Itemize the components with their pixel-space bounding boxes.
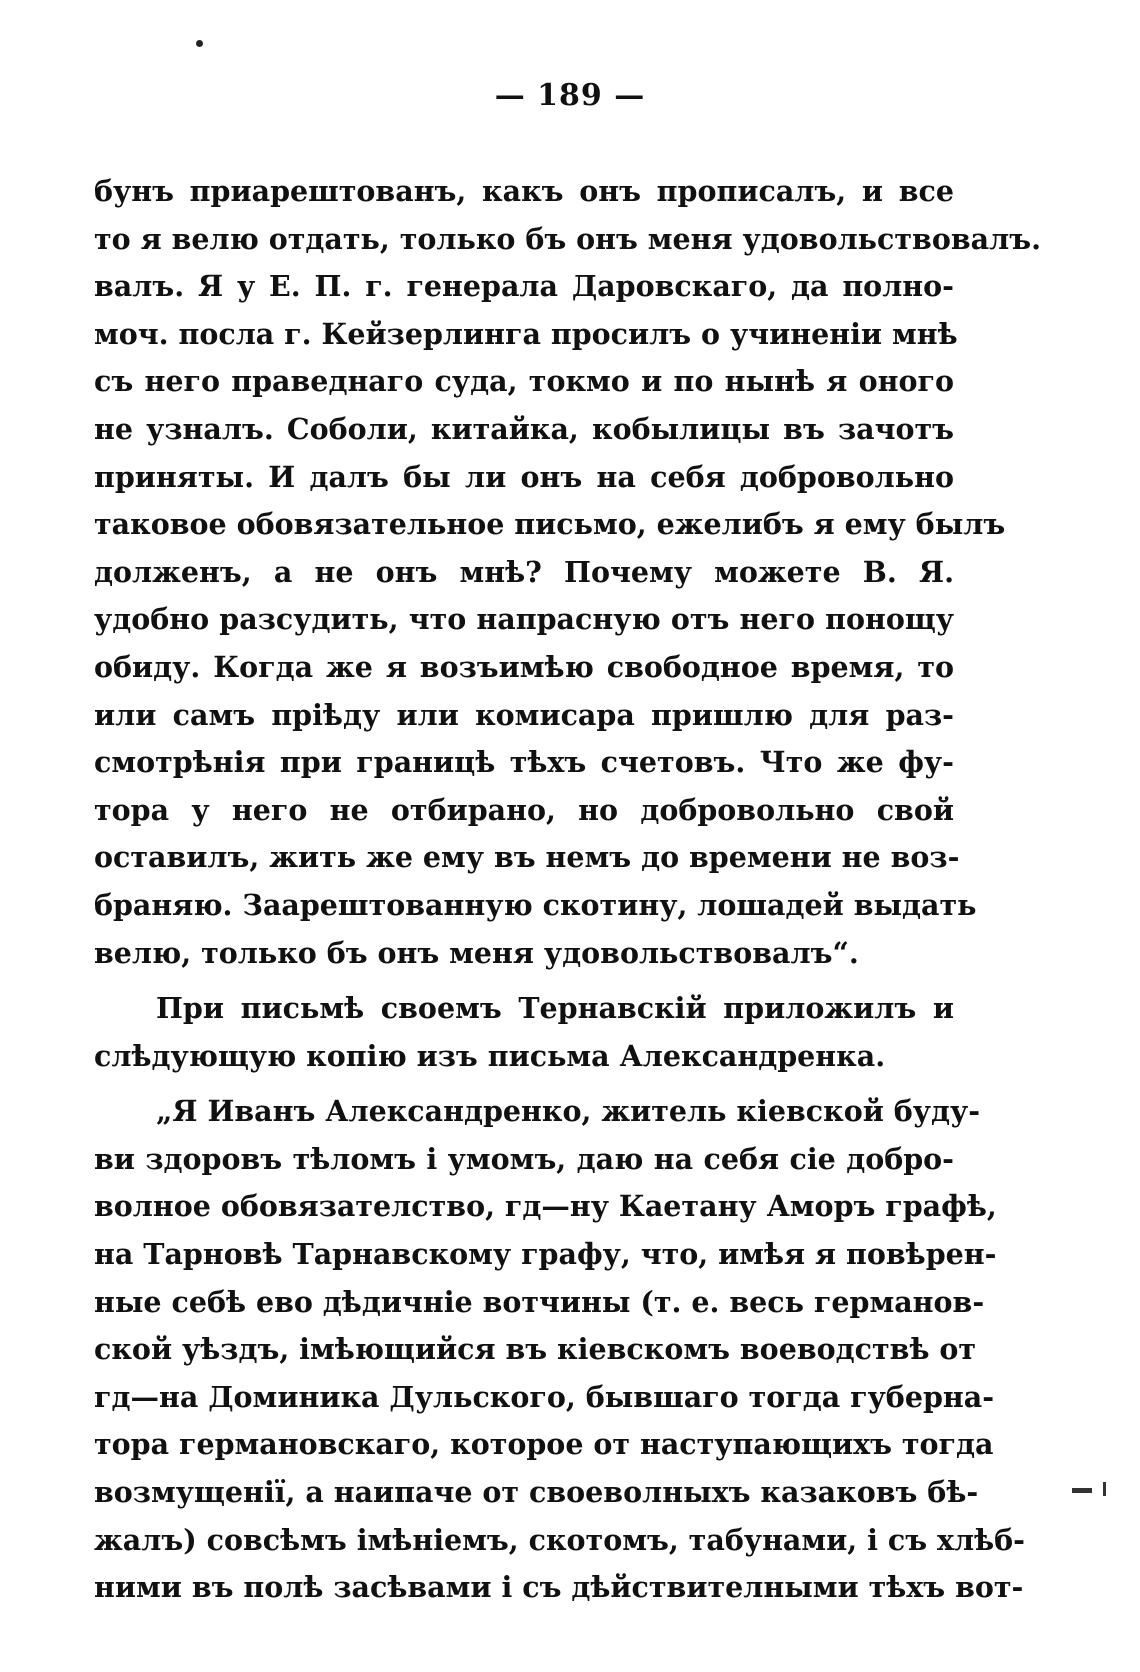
- text-line: ской уѣздъ, імѣющийся въ кіевскомъ воеводствѣ от: [94, 1332, 977, 1367]
- text-line: или самъ пріѣду или комисара пришлю для раз-: [94, 697, 954, 732]
- text-line: не узналъ. Соболи, китайка, кобылицы въ зачотъ: [94, 411, 954, 446]
- text-line: „Я Иванъ Александренко, житель кіевской буду-: [156, 1094, 981, 1129]
- text-line: тора у него не отбирано, но добровольно свой: [94, 792, 954, 827]
- page-number: — 189 —: [494, 78, 646, 113]
- text-line: тора германовскаго, которое от наступающихъ тогда: [94, 1427, 994, 1462]
- text-line: браняю. Заарештованную скотину, лошадей выдать: [94, 887, 977, 922]
- text-line: приняты. И далъ бы ли онъ на себя добровольно: [94, 459, 954, 494]
- text-line: долженъ, а не онъ мнѣ? Почему можете В. Я.: [94, 554, 954, 589]
- text-line: При письмѣ своемъ Тернавскій приложилъ и: [156, 991, 954, 1026]
- text-line: обиду. Когда же я возъимѣю свободное время, то: [94, 649, 954, 684]
- scan-mark: [1103, 1482, 1106, 1496]
- text-line: моч. посла г. Кейзерлинга просилъ о учиненіи мнѣ: [94, 316, 958, 351]
- scan-speck: [196, 40, 203, 47]
- text-line: бунъ приарештованъ, какъ онъ прописалъ, и все: [94, 174, 954, 208]
- text-line: возмущенії, а наипаче от своеволныхъ казаковъ бѣ-: [94, 1475, 979, 1510]
- text-line: съ него праведнаго суда, токмо и по нынѣ я оного: [94, 364, 954, 399]
- text-line: то я велю отдать, только бъ онъ меня удовольствовалъ.: [94, 221, 1041, 256]
- paragraph-2: [94, 985, 954, 1080]
- text-line: ними въ полѣ засѣвами і съ дѣйствителными тѣхъ вот-: [94, 1570, 1024, 1605]
- text-line: ви здоровъ тѣломъ і умомъ, даю на себя сіе добро-: [94, 1141, 954, 1176]
- text-line: гд—на Доминика Дульского, бывшаго тогда губерна-: [94, 1379, 995, 1414]
- text-line: жалъ) совсѣмъ імѣніемъ, скотомъ, табунами, і съ хлѣб-: [94, 1522, 1025, 1557]
- text-line: удобно разсудить, что напрасную отъ него понощу: [94, 602, 954, 637]
- text-line: велю, только бъ онъ меня удовольствовалъ“.: [94, 935, 859, 970]
- text-line: ные себѣ ево дѣдичніе вотчины (т. е. весь германов-: [94, 1284, 985, 1319]
- paragraph-1: [94, 168, 1041, 977]
- body-text: [94, 168, 1041, 1612]
- text-line: слѣдующую копію изъ письма Александренка.: [94, 1038, 886, 1073]
- text-line: на Тарновѣ Тарнавскому графу, что, имѣя я повѣрен-: [94, 1237, 997, 1272]
- paragraph-3: [94, 1088, 1025, 1612]
- text-line: валъ. Я у Е. П. г. генерала Даровскаго, да полно-: [94, 269, 954, 304]
- text-line: таковое обовязательное письмо, ежелибъ я ему былъ: [94, 507, 1006, 542]
- text-line: оставилъ, жить же ему въ немъ до времени не воз-: [94, 840, 960, 875]
- text-line: волное обовязателство, гд—ну Каетану Аморъ графѣ,: [94, 1189, 997, 1224]
- scan-mark: [1072, 1488, 1092, 1493]
- text-line: смотрѣнія при границѣ тѣхъ счетовъ. Что же фу-: [94, 745, 954, 780]
